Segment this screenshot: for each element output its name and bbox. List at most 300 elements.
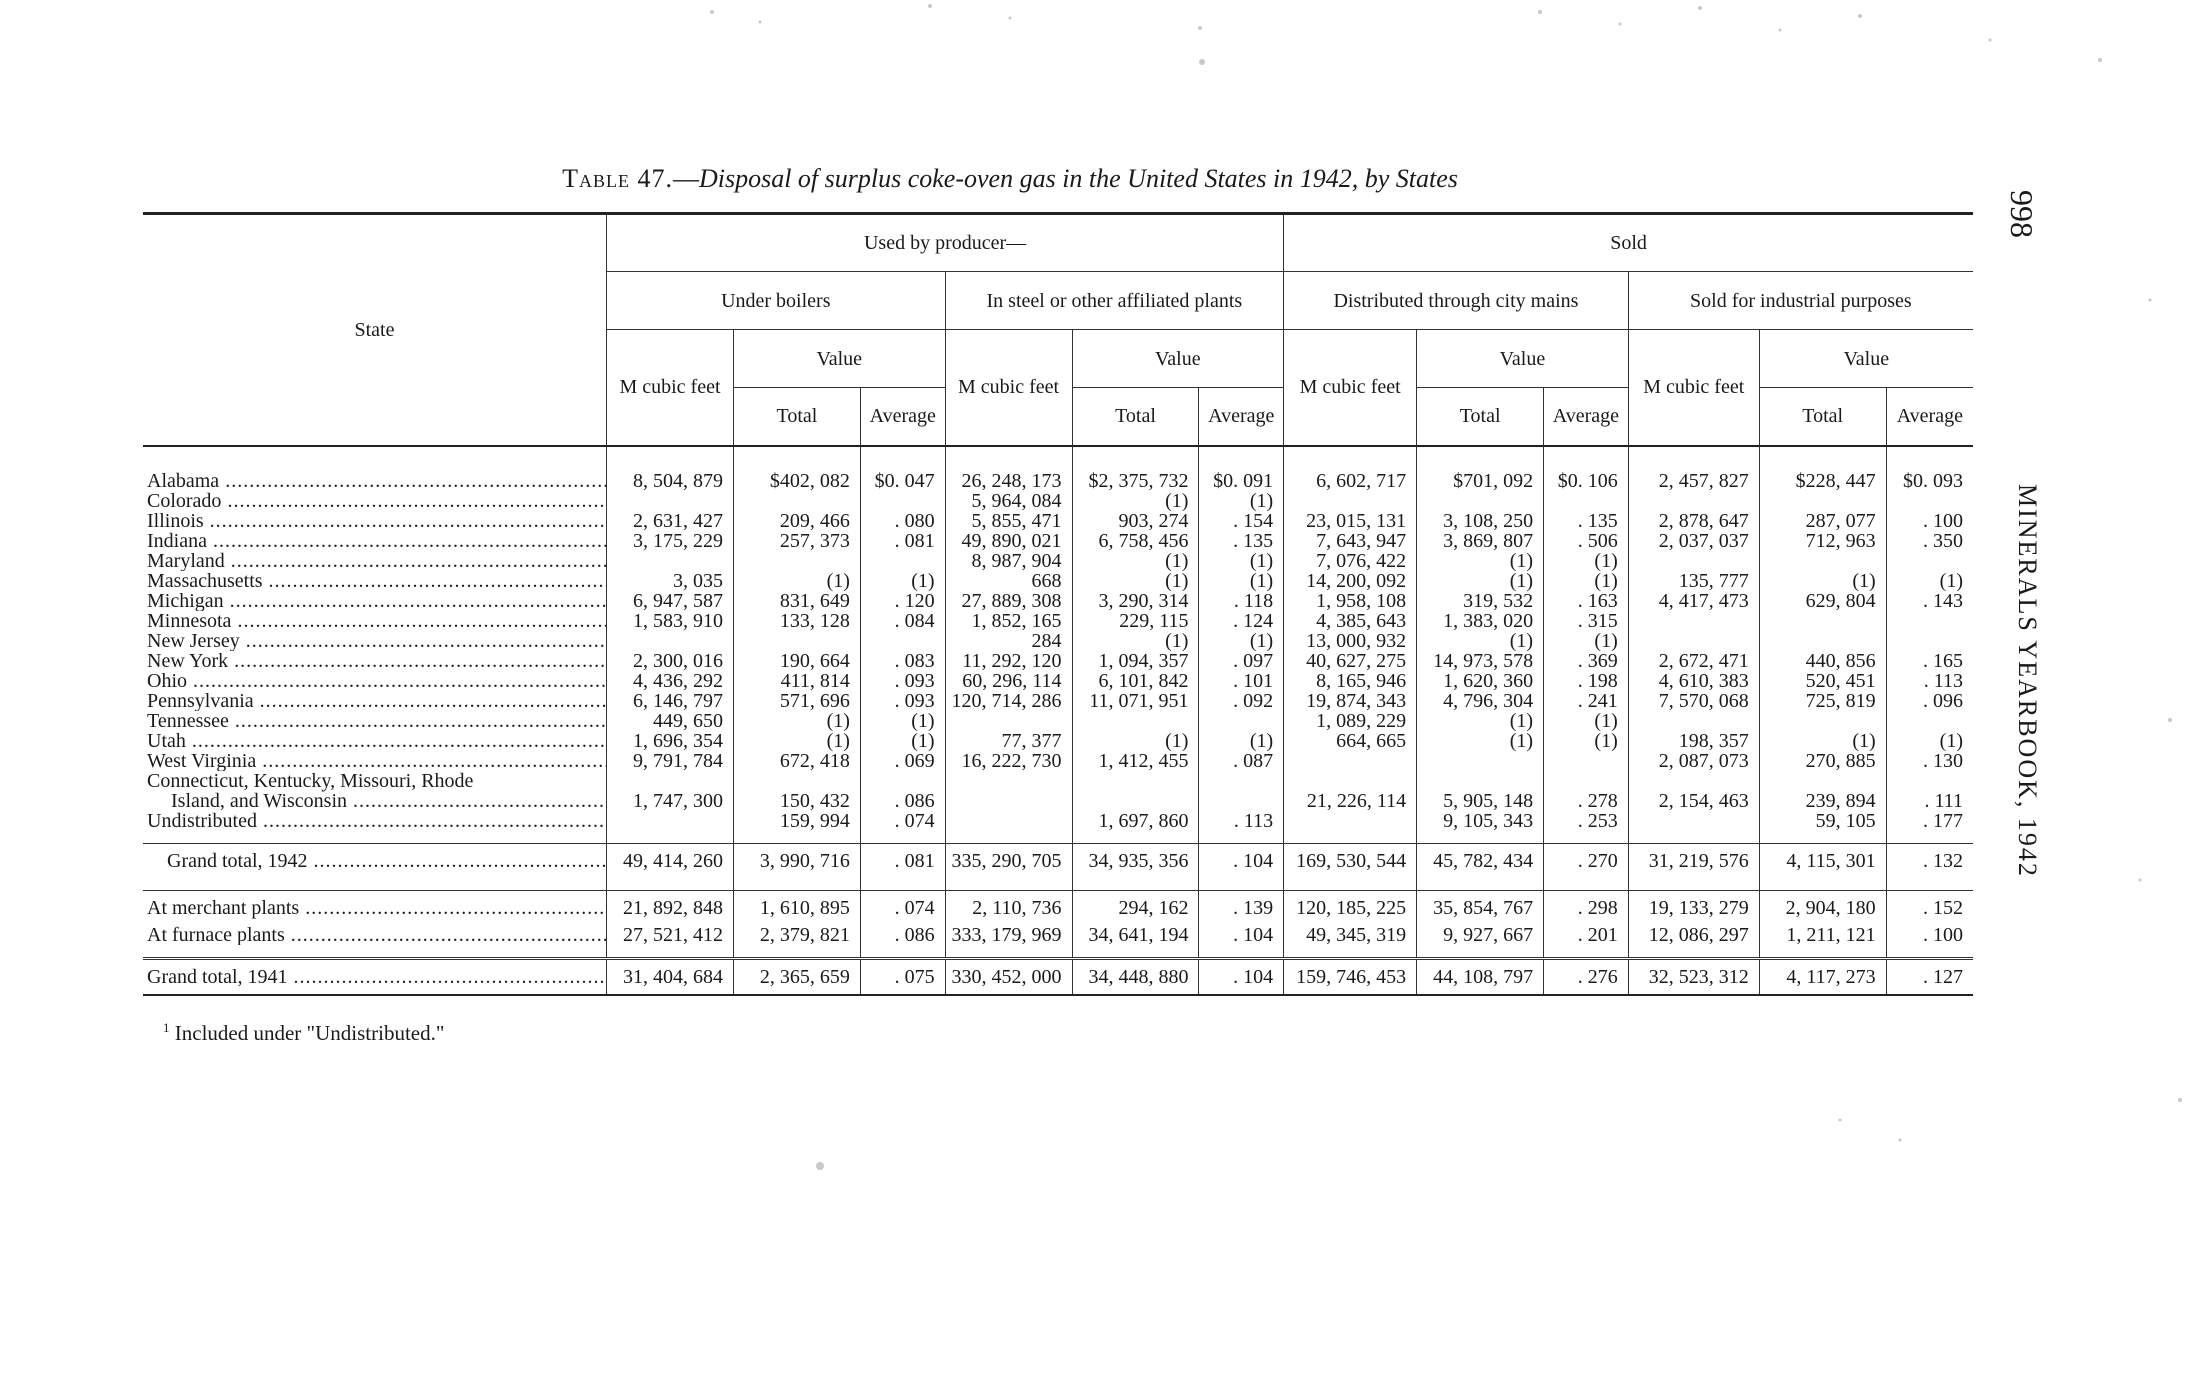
value-cell: 198, 357	[1628, 731, 1759, 751]
value-cell	[1759, 491, 1886, 511]
value-cell	[607, 491, 734, 511]
value-cell	[945, 771, 1072, 811]
value-cell	[733, 491, 860, 511]
value-cell	[1628, 811, 1759, 831]
value-cell	[1544, 751, 1629, 771]
value-cell: 287, 077	[1759, 511, 1886, 531]
header-state: State	[143, 214, 607, 446]
state-name	[143, 551, 607, 571]
header-average: Average	[1544, 388, 1629, 446]
value-cell: 209, 466	[733, 511, 860, 531]
value-cell: . 120	[860, 591, 945, 611]
value-cell: 159, 746, 453	[1284, 958, 1417, 995]
value-cell	[1886, 611, 1973, 631]
value-cell: 1, 094, 357	[1072, 651, 1199, 671]
value-cell: 34, 641, 194	[1072, 925, 1199, 945]
value-cell: 4, 385, 643	[1284, 611, 1417, 631]
value-cell: 1, 412, 455	[1072, 751, 1199, 771]
value-cell: 629, 804	[1759, 591, 1886, 611]
table-row	[143, 691, 1973, 711]
value-cell: 19, 874, 343	[1284, 691, 1417, 711]
state-name	[143, 511, 607, 531]
header-m-cubic-feet: M cubic feet	[607, 330, 734, 446]
value-cell: . 069	[860, 751, 945, 771]
value-cell: 664, 665	[1284, 731, 1417, 751]
value-cell: 668	[945, 571, 1072, 591]
value-cell: . 087	[1199, 751, 1284, 771]
value-cell: . 135	[1544, 511, 1629, 531]
state-label: New York .....	[147, 651, 607, 671]
value-cell: $0. 047	[860, 471, 945, 491]
value-cell: 831, 649	[733, 591, 860, 611]
value-cell: 8, 504, 879	[607, 471, 734, 491]
value-cell: . 118	[1199, 591, 1284, 611]
header-average: Average	[860, 388, 945, 446]
value-cell	[607, 631, 734, 651]
value-cell: 3, 990, 716	[733, 843, 860, 878]
value-cell: 5, 964, 084	[945, 491, 1072, 511]
value-cell: 284	[945, 631, 1072, 651]
value-cell: 40, 627, 275	[1284, 651, 1417, 671]
value-cell: (1)	[860, 571, 945, 591]
value-cell: 6, 101, 842	[1072, 671, 1199, 691]
state-name	[143, 471, 607, 491]
table-row	[143, 843, 1973, 878]
state-name	[143, 811, 607, 831]
value-cell: . 241	[1544, 691, 1629, 711]
value-cell	[1628, 631, 1759, 651]
value-cell: 120, 185, 225	[1284, 890, 1417, 925]
value-cell: 4, 117, 273	[1759, 958, 1886, 995]
value-cell: (1)	[1072, 571, 1199, 591]
value-cell: (1)	[1199, 631, 1284, 651]
value-cell: . 350	[1886, 531, 1973, 551]
state-name	[143, 925, 607, 945]
value-cell: $2, 375, 732	[1072, 471, 1199, 491]
value-cell: 4, 417, 473	[1628, 591, 1759, 611]
value-cell: (1)	[1072, 631, 1199, 651]
value-cell: 21, 226, 114	[1284, 771, 1417, 811]
value-cell: 1, 958, 108	[1284, 591, 1417, 611]
state-label: Ohio .....	[147, 671, 607, 691]
state-label: Connecticut, Kentucky, Missouri, Rhode	[147, 770, 474, 792]
value-cell: . 198	[1544, 671, 1629, 691]
value-cell: 169, 530, 544	[1284, 843, 1417, 878]
value-cell: . 093	[860, 671, 945, 691]
state-name	[143, 531, 607, 551]
header-m-cubic-feet: M cubic feet	[945, 330, 1072, 446]
value-cell	[1199, 771, 1284, 811]
table-title: Table 47.—Disposal of surplus coke-oven gas in the United States in 1942, by States	[562, 164, 1458, 193]
state-name	[143, 711, 607, 731]
value-cell: 440, 856	[1759, 651, 1886, 671]
spacer-row	[143, 831, 1973, 844]
value-cell: 13, 000, 932	[1284, 631, 1417, 651]
header-m-cubic-feet: M cubic feet	[1284, 330, 1417, 446]
state-label: At merchant plants .....	[147, 898, 607, 918]
state-label: Illinois .....	[147, 511, 607, 531]
value-cell: 2, 904, 180	[1759, 890, 1886, 925]
value-cell	[1199, 711, 1284, 731]
value-cell: 4, 436, 292	[607, 671, 734, 691]
value-cell: . 201	[1544, 925, 1629, 945]
state-name	[143, 671, 607, 691]
value-cell: $0. 106	[1544, 471, 1629, 491]
value-cell: (1)	[1199, 571, 1284, 591]
value-cell: 8, 987, 904	[945, 551, 1072, 571]
state-name	[143, 651, 607, 671]
state-name	[143, 751, 607, 771]
value-cell: 2, 631, 427	[607, 511, 734, 531]
state-label: At furnace plants .....	[147, 925, 607, 945]
value-cell: . 163	[1544, 591, 1629, 611]
value-cell: . 083	[860, 651, 945, 671]
value-cell: 1, 383, 020	[1417, 611, 1544, 631]
value-cell: 35, 854, 767	[1417, 890, 1544, 925]
table-row	[143, 591, 1973, 611]
value-cell: (1)	[733, 731, 860, 751]
state-label: Minnesota .....	[147, 611, 607, 631]
page-number: 998	[2004, 190, 2040, 238]
value-cell: 1, 211, 121	[1759, 925, 1886, 945]
value-cell: (1)	[860, 731, 945, 751]
value-cell: 1, 583, 910	[607, 611, 734, 631]
value-cell: 5, 905, 148	[1417, 771, 1544, 811]
value-cell: . 100	[1886, 925, 1973, 945]
value-cell: . 097	[1199, 651, 1284, 671]
table-row	[143, 751, 1973, 771]
state-name	[143, 571, 607, 591]
value-cell: . 276	[1544, 958, 1629, 995]
value-cell: 1, 610, 895	[733, 890, 860, 925]
value-cell: 27, 889, 308	[945, 591, 1072, 611]
value-cell: (1)	[1886, 571, 1973, 591]
table-row	[143, 671, 1973, 691]
value-cell: 9, 105, 343	[1417, 811, 1544, 831]
header-average: Average	[1199, 388, 1284, 446]
state-name	[143, 771, 607, 811]
table-row	[143, 958, 1973, 995]
value-cell: . 081	[860, 531, 945, 551]
value-cell: 31, 404, 684	[607, 958, 734, 995]
value-cell: $0. 093	[1886, 471, 1973, 491]
header-m-cubic-feet: M cubic feet	[1628, 330, 1759, 446]
state-label: Tennessee .....	[147, 711, 607, 731]
value-cell: 34, 935, 356	[1072, 843, 1199, 878]
value-cell: . 177	[1886, 811, 1973, 831]
value-cell: 120, 714, 286	[945, 691, 1072, 711]
value-cell: 27, 521, 412	[607, 925, 734, 945]
table-label: Table 47.	[562, 164, 673, 193]
value-cell	[1628, 711, 1759, 731]
value-cell	[945, 811, 1072, 831]
value-cell: 14, 200, 092	[1284, 571, 1417, 591]
value-cell: 229, 115	[1072, 611, 1199, 631]
value-cell: 12, 086, 297	[1628, 925, 1759, 945]
header-total: Total	[1072, 388, 1199, 446]
value-cell	[1628, 551, 1759, 571]
value-cell: 77, 377	[945, 731, 1072, 751]
value-cell: (1)	[1417, 551, 1544, 571]
value-cell: 520, 451	[1759, 671, 1886, 691]
value-cell: 2, 087, 073	[1628, 751, 1759, 771]
value-cell: 571, 696	[733, 691, 860, 711]
value-cell: . 165	[1886, 651, 1973, 671]
value-cell: . 124	[1199, 611, 1284, 631]
state-label: Grand total, 1941 .....	[147, 967, 607, 987]
value-cell: (1)	[1417, 711, 1544, 731]
footnote-text: Included under "Undistributed."	[174, 1021, 445, 1045]
value-cell: 333, 179, 969	[945, 925, 1072, 945]
value-cell: 49, 414, 260	[607, 843, 734, 878]
header-average: Average	[1886, 388, 1973, 446]
table-row	[143, 711, 1973, 731]
table-row	[143, 551, 1973, 571]
value-cell: 6, 947, 587	[607, 591, 734, 611]
value-cell: 903, 274	[1072, 511, 1199, 531]
value-cell: (1)	[1072, 551, 1199, 571]
spacer-row	[143, 945, 1973, 959]
value-cell: 294, 162	[1072, 890, 1199, 925]
value-cell: . 278	[1544, 771, 1629, 811]
value-cell: . 080	[860, 511, 945, 531]
value-cell	[1628, 491, 1759, 511]
header-value: Value	[1759, 330, 1973, 388]
value-cell	[1759, 611, 1886, 631]
value-cell	[1886, 711, 1973, 731]
value-cell: 1, 089, 229	[1284, 711, 1417, 731]
value-cell: 1, 620, 360	[1417, 671, 1544, 691]
state-label: Colorado .....	[147, 491, 607, 511]
value-cell	[1886, 631, 1973, 651]
value-cell	[733, 551, 860, 571]
value-cell: (1)	[1544, 731, 1629, 751]
value-cell	[860, 491, 945, 511]
header-steel-plants: In steel or other affiliated plants	[945, 272, 1284, 330]
value-cell: . 086	[860, 771, 945, 811]
value-cell: 2, 365, 659	[733, 958, 860, 995]
header-value: Value	[1417, 330, 1629, 388]
value-cell: (1)	[1544, 551, 1629, 571]
value-cell: 270, 885	[1759, 751, 1886, 771]
value-cell: 190, 664	[733, 651, 860, 671]
value-cell: . 113	[1886, 671, 1973, 691]
value-cell: . 075	[860, 958, 945, 995]
value-cell: . 298	[1544, 890, 1629, 925]
value-cell: (1)	[733, 711, 860, 731]
value-cell: (1)	[1417, 631, 1544, 651]
state-name	[143, 691, 607, 711]
footnote-mark: 1	[163, 1020, 170, 1035]
header-value: Value	[733, 330, 945, 388]
table-row	[143, 651, 1973, 671]
table-row	[143, 890, 1973, 925]
value-cell: 16, 222, 730	[945, 751, 1072, 771]
value-cell: 9, 927, 667	[1417, 925, 1544, 945]
value-cell: (1)	[1199, 491, 1284, 511]
value-cell: 4, 115, 301	[1759, 843, 1886, 878]
state-name	[143, 843, 607, 878]
value-cell: 257, 373	[733, 531, 860, 551]
value-cell: (1)	[1417, 571, 1544, 591]
table-row	[143, 571, 1973, 591]
value-cell: 411, 814	[733, 671, 860, 691]
value-cell: 34, 448, 880	[1072, 958, 1199, 995]
value-cell: 19, 133, 279	[1628, 890, 1759, 925]
value-cell: (1)	[1759, 571, 1886, 591]
state-label: New Jersey .....	[147, 631, 607, 651]
value-cell: . 104	[1199, 843, 1284, 878]
table-row	[143, 471, 1973, 491]
value-cell: . 253	[1544, 811, 1629, 831]
state-label: Massachusetts .....	[147, 571, 607, 591]
value-cell	[860, 631, 945, 651]
value-cell: $0. 091	[1199, 471, 1284, 491]
table-caption: Disposal of surplus coke-oven gas in the United States in 1942, by States	[698, 164, 1458, 193]
state-label: Utah .....	[147, 731, 607, 751]
value-cell: (1)	[1199, 731, 1284, 751]
header-sold: Sold	[1284, 214, 1973, 272]
value-cell: 6, 146, 797	[607, 691, 734, 711]
value-cell: 4, 796, 304	[1417, 691, 1544, 711]
value-cell: (1)	[1759, 731, 1886, 751]
value-cell	[1284, 491, 1417, 511]
value-cell: 3, 035	[607, 571, 734, 591]
value-cell: 45, 782, 434	[1417, 843, 1544, 878]
value-cell: 133, 128	[733, 611, 860, 631]
value-cell: . 135	[1199, 531, 1284, 551]
value-cell: . 127	[1886, 958, 1973, 995]
value-cell: . 086	[860, 925, 945, 945]
value-cell: 3, 869, 807	[1417, 531, 1544, 551]
table-row	[143, 925, 1973, 945]
value-cell: . 096	[1886, 691, 1973, 711]
value-cell: . 111	[1886, 771, 1973, 811]
state-label: Grand total, 1942 .....	[167, 851, 607, 871]
state-label: Alabama .....	[147, 471, 607, 491]
value-cell: . 093	[860, 691, 945, 711]
value-cell: 7, 570, 068	[1628, 691, 1759, 711]
value-cell	[1759, 631, 1886, 651]
value-cell: (1)	[733, 571, 860, 591]
value-cell: . 092	[1199, 691, 1284, 711]
value-cell: 11, 071, 951	[1072, 691, 1199, 711]
value-cell: 3, 175, 229	[607, 531, 734, 551]
value-cell	[607, 811, 734, 831]
value-cell: (1)	[860, 711, 945, 731]
header-total: Total	[733, 388, 860, 446]
value-cell: $701, 092	[1417, 471, 1544, 491]
header-city-mains: Distributed through city mains	[1284, 272, 1629, 330]
value-cell: 159, 994	[733, 811, 860, 831]
value-cell: (1)	[1544, 711, 1629, 731]
value-cell: 44, 108, 797	[1417, 958, 1544, 995]
value-cell: 1, 697, 860	[1072, 811, 1199, 831]
state-label: West Virginia .....	[147, 751, 607, 771]
state-label: Indiana .....	[147, 531, 607, 551]
state-name	[143, 591, 607, 611]
value-cell: 26, 248, 173	[945, 471, 1072, 491]
value-cell: . 154	[1199, 511, 1284, 531]
value-cell: 725, 819	[1759, 691, 1886, 711]
value-cell: (1)	[1199, 551, 1284, 571]
value-cell: 2, 037, 037	[1628, 531, 1759, 551]
value-cell	[607, 551, 734, 571]
value-cell: . 152	[1886, 890, 1973, 925]
value-cell: . 101	[1199, 671, 1284, 691]
value-cell: (1)	[1544, 631, 1629, 651]
value-cell: . 074	[860, 890, 945, 925]
value-cell: 2, 154, 463	[1628, 771, 1759, 811]
value-cell: 449, 650	[607, 711, 734, 731]
value-cell: 4, 610, 383	[1628, 671, 1759, 691]
value-cell: 31, 219, 576	[1628, 843, 1759, 878]
value-cell: . 100	[1886, 511, 1973, 531]
value-cell: . 139	[1199, 890, 1284, 925]
table-row	[143, 631, 1973, 651]
value-cell	[1886, 491, 1973, 511]
running-head: MINERALS YEARBOOK, 1942	[2013, 484, 2042, 878]
value-cell: . 104	[1199, 925, 1284, 945]
value-cell: 9, 791, 784	[607, 751, 734, 771]
value-cell	[1628, 611, 1759, 631]
table-row	[143, 491, 1973, 511]
value-cell: . 506	[1544, 531, 1629, 551]
table-row	[143, 731, 1973, 751]
state-label: Pennsylvania .....	[147, 691, 607, 711]
data-table	[143, 212, 1973, 996]
value-cell	[1886, 551, 1973, 571]
value-cell: 1, 852, 165	[945, 611, 1072, 631]
value-cell: 8, 165, 946	[1284, 671, 1417, 691]
value-cell	[860, 551, 945, 571]
value-cell: . 315	[1544, 611, 1629, 631]
value-cell: 335, 290, 705	[945, 843, 1072, 878]
header-total: Total	[1759, 388, 1886, 446]
value-cell: 7, 076, 422	[1284, 551, 1417, 571]
value-cell	[733, 631, 860, 651]
value-cell	[1417, 751, 1544, 771]
footnote	[163, 1020, 444, 1046]
value-cell: 150, 432	[733, 771, 860, 811]
value-cell: 6, 758, 456	[1072, 531, 1199, 551]
value-cell: 49, 890, 021	[945, 531, 1072, 551]
table-row	[143, 531, 1973, 551]
value-cell: 239, 894	[1759, 771, 1886, 811]
value-cell: 2, 300, 016	[607, 651, 734, 671]
table-row	[143, 811, 1973, 831]
value-cell: 23, 015, 131	[1284, 511, 1417, 531]
value-cell: 672, 418	[733, 751, 860, 771]
value-cell: 11, 292, 120	[945, 651, 1072, 671]
value-cell	[1759, 551, 1886, 571]
value-cell: 21, 892, 848	[607, 890, 734, 925]
table-row	[143, 511, 1973, 531]
value-cell: $228, 447	[1759, 471, 1886, 491]
value-cell	[945, 711, 1072, 731]
table-body	[143, 446, 1973, 995]
value-cell: 2, 110, 736	[945, 890, 1072, 925]
value-cell: . 074	[860, 811, 945, 831]
value-cell: . 113	[1199, 811, 1284, 831]
header-value: Value	[1072, 330, 1284, 388]
value-cell: . 143	[1886, 591, 1973, 611]
value-cell: . 270	[1544, 843, 1629, 878]
value-cell: 3, 290, 314	[1072, 591, 1199, 611]
value-cell: 330, 452, 000	[945, 958, 1072, 995]
value-cell: (1)	[1544, 571, 1629, 591]
value-cell	[1759, 711, 1886, 731]
